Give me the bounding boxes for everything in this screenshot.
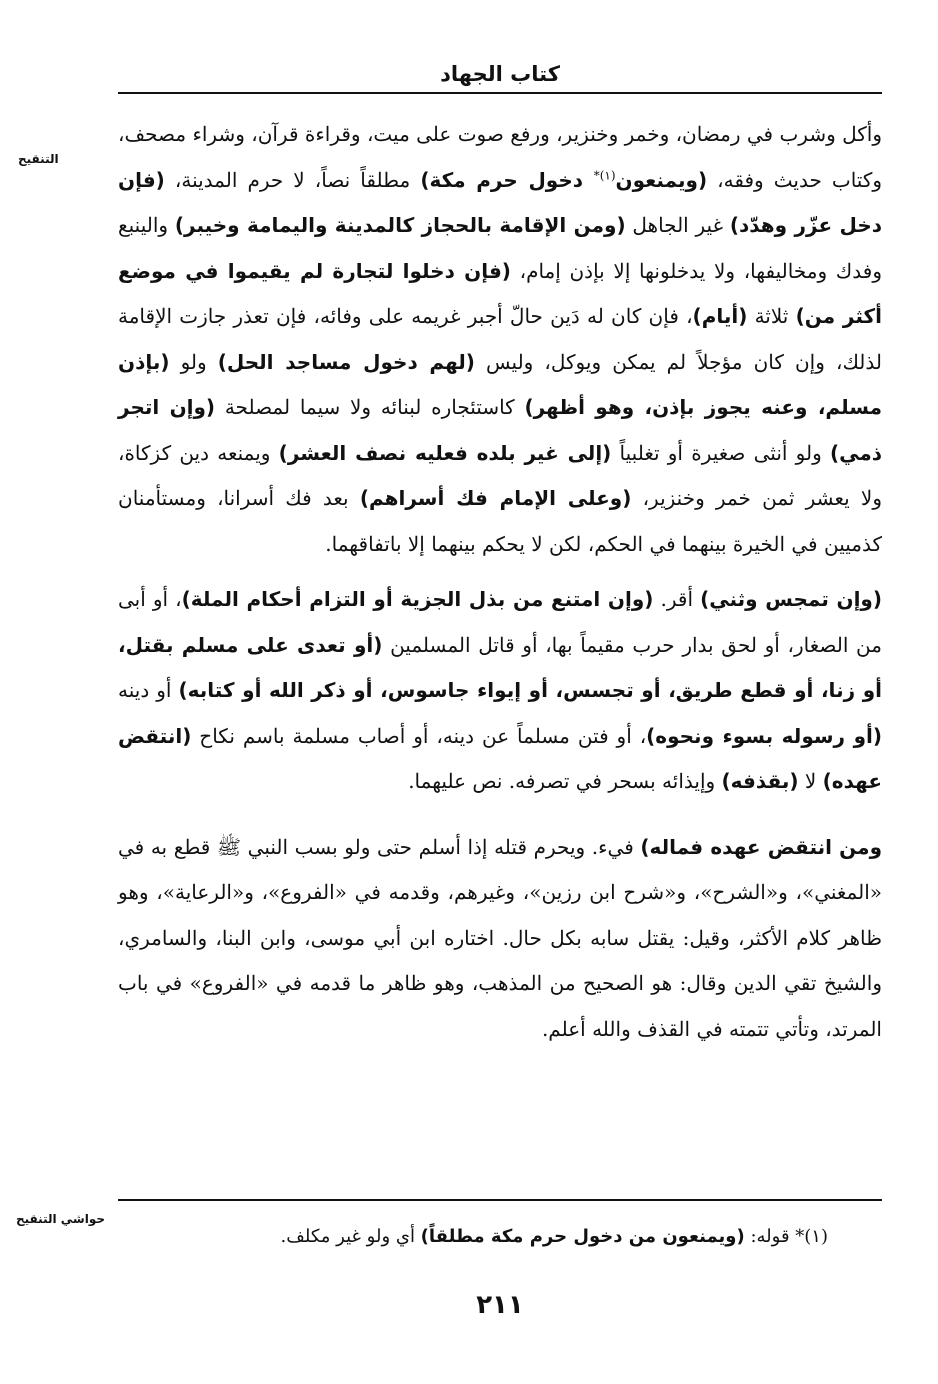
bold-matn-text: (انتقض عهده): [118, 723, 882, 793]
footnote: [118, 1222, 828, 1252]
bold-matn-text: (ومن الإقامة بالحجاز كالمدينة واليمامة وخيبر): [174, 213, 626, 237]
page-number: ٢١١: [476, 1290, 524, 1320]
sharh-text: وأكل وشرب في رمضان، وخمر وخنزير، ورفع صوت على ميت، وقراءة قرآن، وشراء مصحف، وكتاب حديث وفقه،: [117, 122, 883, 192]
bold-matn-text: (فإن دخلوا لتجارة لم يقيموا في موضع أكثر من): [118, 258, 882, 328]
bold-matn-text: (فإن دخل عزّر وهدّد): [118, 167, 883, 237]
paragraph-1: [118, 112, 882, 567]
bold-matn-text: (وإن اتجر ذمي): [118, 395, 883, 465]
footnote-suffix: أي ولو غير مكلف.: [280, 1226, 421, 1247]
paragraph-3: [118, 825, 882, 1053]
bold-matn-text: ومن انتقض عهده فماله): [640, 834, 882, 859]
paragraph-2: [118, 577, 882, 805]
bold-matn-text: (أو رسوله بسوء ونحوه): [646, 723, 882, 748]
margin-label-tanqih: التنقيح: [18, 152, 59, 166]
footnote-prefix: (١)* قوله:: [744, 1226, 828, 1247]
sharh-text: ولو أنثى صغيرة أو تغلبياً: [611, 440, 830, 465]
sharh-text: كاستئجاره لبنائه ولا سيما لمصلحة: [215, 395, 525, 419]
footnote-quote: (ويمنعون من دخول حرم مكة مطلقاً): [420, 1226, 745, 1247]
sharh-text: وإيذائه بسحر في تصرفه. نص عليهما.: [408, 769, 722, 793]
bold-matn-text: (وعلى الإمام فك أسراهم): [359, 486, 632, 510]
sharh-text: بعد فك أسرانا، ومستأمنان كذميين في الخيرة بينهما في الحكم، لكن لا يحكم بينهما إلا باتفاقهما.: [118, 486, 882, 556]
bold-matn-text: (أيام): [692, 304, 748, 328]
bold-matn-text: (وإن امتنع من بذل الجزية أو التزام أحكام الملة): [181, 587, 654, 611]
bold-matn-text: (ويمنعون: [615, 167, 708, 192]
header-rule: [118, 92, 882, 94]
main-text: [118, 112, 882, 1052]
sharh-text: ثلاثة: [747, 304, 796, 328]
bold-matn-text: (وإن تمجس وثني): [700, 587, 883, 611]
sharh-text: فيء. ويحرم قتله إذا أسلم حتى ولو بسب النبي ﷺ قطع به في «المغني»، و«الشرح»، و«شرح ابن رزين»، وغيرهم، وقدمه في «الفروع»، و«الرعاية»، وهو ظاهر كلام الأكثر، وقيل: يقتل سابه بكل حال. اختاره ابن أبي موسى، وابن البنا، والسامري، والشيخ تقي الدين وقال: هو الصحيح من المذهب، وهو ظاهر ما قدمه في «الفروع» في باب المرتد، وتأتي تتمته في القذف والله أعلم.: [118, 834, 882, 1041]
sharh-text: غير الجاهل: [625, 213, 730, 237]
bold-matn-text: دخول حرم مكة): [420, 167, 594, 192]
sharh-text: ويمنعه دين كزكاة، ولا يعشر ثمن خمر وخنزير،: [118, 440, 882, 510]
bold-matn-text: (أو تعدى على مسلم بقتل، أو زنا، أو قطع طريق، أو تجسس، أو إيواء جاسوس، أو ذكر الله أو كتابه): [118, 632, 882, 702]
sharh-text: أقر.: [653, 587, 701, 611]
bold-matn-text: (إلى غير بلده فعليه نصف العشر): [278, 440, 612, 465]
margin-label-hawashi: حواشي التنقيح: [16, 1212, 106, 1226]
sharh-text: مطلقاً نصاً، لا حرم المدينة،: [164, 167, 421, 192]
footnote-rule: [118, 1199, 882, 1201]
footnote-marker: (١)*: [593, 167, 616, 182]
sharh-text: ، أو فتن مسلماً عن دينه، أو أصاب مسلمة باسم نكاح: [191, 723, 647, 748]
sharh-text: ، أو أبى من الصغار، أو لحق بدار حرب مقيماً بها، أو قاتل المسلمين: [118, 587, 882, 657]
running-header: كتاب الجهاد: [440, 62, 560, 86]
bold-matn-text: (بقذفه): [721, 769, 799, 793]
sharh-text: ولو: [169, 349, 218, 374]
sharh-text: والينبع وفدك ومخاليفها، ولا يدخلونها إلا بإذن إمام،: [118, 213, 882, 283]
sharh-text: ، فإن كان له دَين حالّ أجبر غريمه على وفائه، فإن تعذر جازت الإقامة لذلك، وإن كان مؤجلاً لم يمكن ويوكل، وليس: [118, 304, 882, 374]
bold-matn-text: (بإذن مسلم، وعنه يجوز بإذن، وهو أظهر): [118, 349, 883, 419]
sharh-text: لا: [798, 769, 823, 793]
sharh-text: أو دينه: [118, 678, 179, 702]
bold-matn-text: (لهم دخول مساجد الحل): [217, 349, 475, 374]
